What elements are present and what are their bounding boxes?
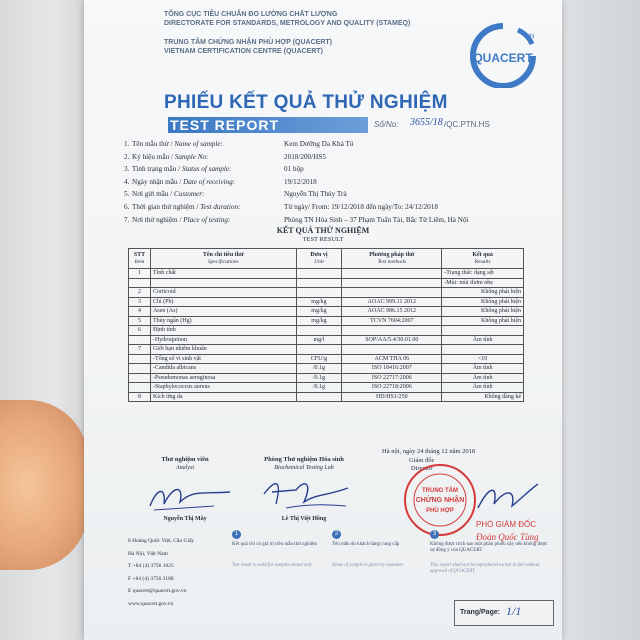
- info-num: 4.: [124, 177, 130, 186]
- note-badge: 1: [232, 530, 241, 539]
- col-header-method: Phương pháp thử Test methods: [342, 249, 442, 269]
- table-row: 8 Kích ứng da HD/HS1/250 Không đáng kể: [129, 392, 524, 402]
- doc-number-label: Số/No:: [374, 120, 399, 129]
- quacert-logo: [466, 22, 540, 88]
- center-line-vi: TRUNG TÂM CHỨNG NHẬN PHÙ HỢP (QUACERT): [164, 39, 332, 46]
- table-row: -Hydroquinon mg/l SOP/AA/5.4/30.01.00 Âm tính: [129, 335, 524, 345]
- header-center: [164, 38, 332, 56]
- doc-code: /QC.PTN.HS: [444, 120, 490, 129]
- stamp-text-mid: CHỨNG NHẬN: [415, 497, 465, 504]
- info-value: Phòng TN Hóa Sinh – 37 Phạm Tuấn Tài, Bắc Từ Liêm, Hà Nội: [284, 215, 469, 224]
- info-label: Ký hiệu mẫu / Sample No:: [132, 152, 209, 161]
- lab-signature: [256, 474, 356, 516]
- vice-director-name: Đoàn Quốc Tùng: [476, 532, 539, 542]
- analyst-name: Nguyễn Thị Mây: [163, 516, 207, 522]
- info-label: Tình trạng mẫu / Status of sample:: [132, 165, 232, 174]
- table-header-row: [129, 249, 524, 269]
- footer-note-vi: Không được trích sao một phần phiếu này nếu không được sự đồng ý của QUACERT: [430, 542, 548, 553]
- table-row: -Candida albicans /0.1g ISO 18416:2007 Âm tính: [129, 364, 524, 374]
- info-value: 01 hộp: [284, 165, 304, 174]
- report-title: PHIẾU KẾT QUẢ THỬ NGHIỆM: [164, 92, 448, 113]
- info-row: [124, 138, 544, 151]
- results-title: KẾT QUẢ THỬ NGHIỆM: [276, 226, 370, 235]
- results-table: [128, 248, 524, 402]
- table-row: 2 Corticoid Không phát hiện: [129, 288, 524, 298]
- table-row: 7 Giới hạn nhiễm khuẩn: [129, 345, 524, 355]
- table-row: 5 Thủy ngân (Hg) mg/kg TCVN 7604:2007 Không phát hiện: [129, 316, 524, 326]
- analyst-signature: [144, 476, 234, 516]
- logo-mark: VN: [526, 34, 535, 40]
- info-value: Kem Dưỡng Da Khả Tú: [284, 140, 354, 148]
- table-row: 6 Định tính: [129, 326, 524, 336]
- footer-note-en: This report shall not be reproduced except in full without approval of QUACERT: [430, 563, 540, 574]
- table-row: -Staphylococcus aureus /0.1g ISO 22718:2006 Âm tính: [129, 383, 524, 393]
- info-value: Nguyễn Thị Thúy Trà: [284, 190, 347, 199]
- note-badge: 3: [430, 530, 439, 539]
- info-num: 1.: [124, 140, 130, 148]
- info-num: 5.: [124, 190, 130, 199]
- vice-director-title: PHÓ GIÁM ĐỐC: [476, 520, 537, 529]
- stamp-text-bot: PHÙ HỢP: [426, 508, 454, 514]
- header-organization: [164, 10, 410, 28]
- test-report-paper: [84, 0, 562, 640]
- page-value: 1/1: [506, 604, 522, 618]
- info-row: [124, 151, 544, 164]
- col-header-spec: Tên chỉ tiêu thử Specifications: [150, 249, 296, 269]
- report-subtitle: TEST REPORT: [170, 117, 280, 133]
- director-label-vi: Giám đốc: [409, 457, 435, 464]
- results-subtitle: TEST RESULT: [302, 236, 344, 243]
- lab-label: Phòng Thử nghiệm Hóa sinh: [264, 456, 344, 463]
- info-value: 19/12/2018: [284, 177, 317, 186]
- table-row: 3 Chì (Pb) mg/kg AOAC 999.11 2012 Không phát hiện: [129, 297, 524, 307]
- page-label: Trang/Page:: [460, 609, 501, 616]
- info-label: Thời gian thử nghiệm / Test duration:: [132, 202, 241, 211]
- info-label: Nơi gửi mẫu / Customer:: [132, 190, 205, 199]
- background-right: [550, 0, 640, 640]
- info-value: 2018/200/HS5: [284, 152, 326, 161]
- director-label-en: Director: [410, 465, 433, 472]
- info-label: Nơi thử nghiệm / Place of testing:: [132, 215, 230, 224]
- table-row: -Mùi: mùi thơm nhẹ: [129, 278, 524, 288]
- info-num: 7.: [124, 215, 130, 224]
- table-row: -Pseudomonas aeruginosa /0.1g ISO 22717:2006 Âm tính: [129, 373, 524, 383]
- director-signature: [472, 478, 542, 518]
- info-row: [124, 176, 544, 189]
- table-row: 4 Asen (As) mg/kg AOAC 986.15 2012 Không phát hiện: [129, 307, 524, 317]
- analyst-label: Thử nghiệm viên: [161, 456, 209, 463]
- holding-thumb: [0, 400, 88, 570]
- info-num: 6.: [124, 202, 130, 211]
- info-label: Tên mẫu thử / Name of sample:: [132, 140, 223, 148]
- info-num: 2.: [124, 152, 130, 161]
- issue-date: Hà nội, ngày 24 tháng 12 năm 2018: [382, 448, 476, 455]
- info-row: [124, 201, 544, 214]
- footer-note-vi: Kết quả chỉ có giá trị trên mẫu thử nghiệm: [232, 542, 318, 547]
- footer-note-en: Name of sample is given by customer: [332, 563, 404, 568]
- org-line-vi: TỔNG CỤC TIÊU CHUẨN ĐO LƯỜNG CHẤT LƯỢNG: [164, 11, 338, 18]
- info-value: Từ ngày/ From: 19/12/2018 đến ngày/To: 24/12/2018: [284, 202, 438, 211]
- info-row: [124, 214, 544, 227]
- info-label: Ngày nhận mẫu / Date of receiving:: [132, 177, 235, 186]
- footer-note-en: Test result is valid for samples tested only: [232, 563, 312, 568]
- footer-address: 8 Hoàng Quốc Việt, Cầu Giấy Hà Nội, Việt Nam T +84 (4) 3756 1025 F +84 (4) 3756 3188 E quacert@quacert.gov.vn www.quacert.gov.vn: [128, 538, 195, 607]
- center-line-en: VIETNAM CERTIFICATION CENTRE (QUACERT): [164, 48, 323, 55]
- official-stamp: [402, 462, 478, 538]
- info-row: [124, 163, 544, 176]
- sample-info: [124, 138, 544, 226]
- org-line-en: DIRECTORATE FOR STANDARDS, METROLOGY AND QUALITY (STAMEQ): [164, 20, 411, 27]
- col-header-result: Kết quả Results: [442, 249, 524, 269]
- lab-label-en: Biochemical Testing Lab: [274, 465, 334, 471]
- col-header-item: STT Item: [129, 249, 151, 269]
- doc-number-value: 3655/18: [410, 117, 443, 128]
- col-header-unit: Đơn vị Unit: [296, 249, 342, 269]
- table-row: 1 Tính chất -Trạng thái: dạng sệt: [129, 269, 524, 279]
- stamp-text-top: TRUNG TÂM: [422, 488, 458, 494]
- table-row: -Tổng số vi sinh vật CFU/g ACM THA 06 <10: [129, 354, 524, 364]
- note-badge: 2: [332, 530, 341, 539]
- info-row: [124, 188, 544, 201]
- analyst-label-en: Analyst: [176, 465, 194, 471]
- lab-name: Lê Thị Việt Hồng: [281, 516, 327, 522]
- logo-text: QUACERT: [473, 51, 533, 65]
- info-num: 3.: [124, 165, 130, 174]
- footer-note-vi: Tên mẫu do khách hàng cung cấp: [332, 542, 400, 547]
